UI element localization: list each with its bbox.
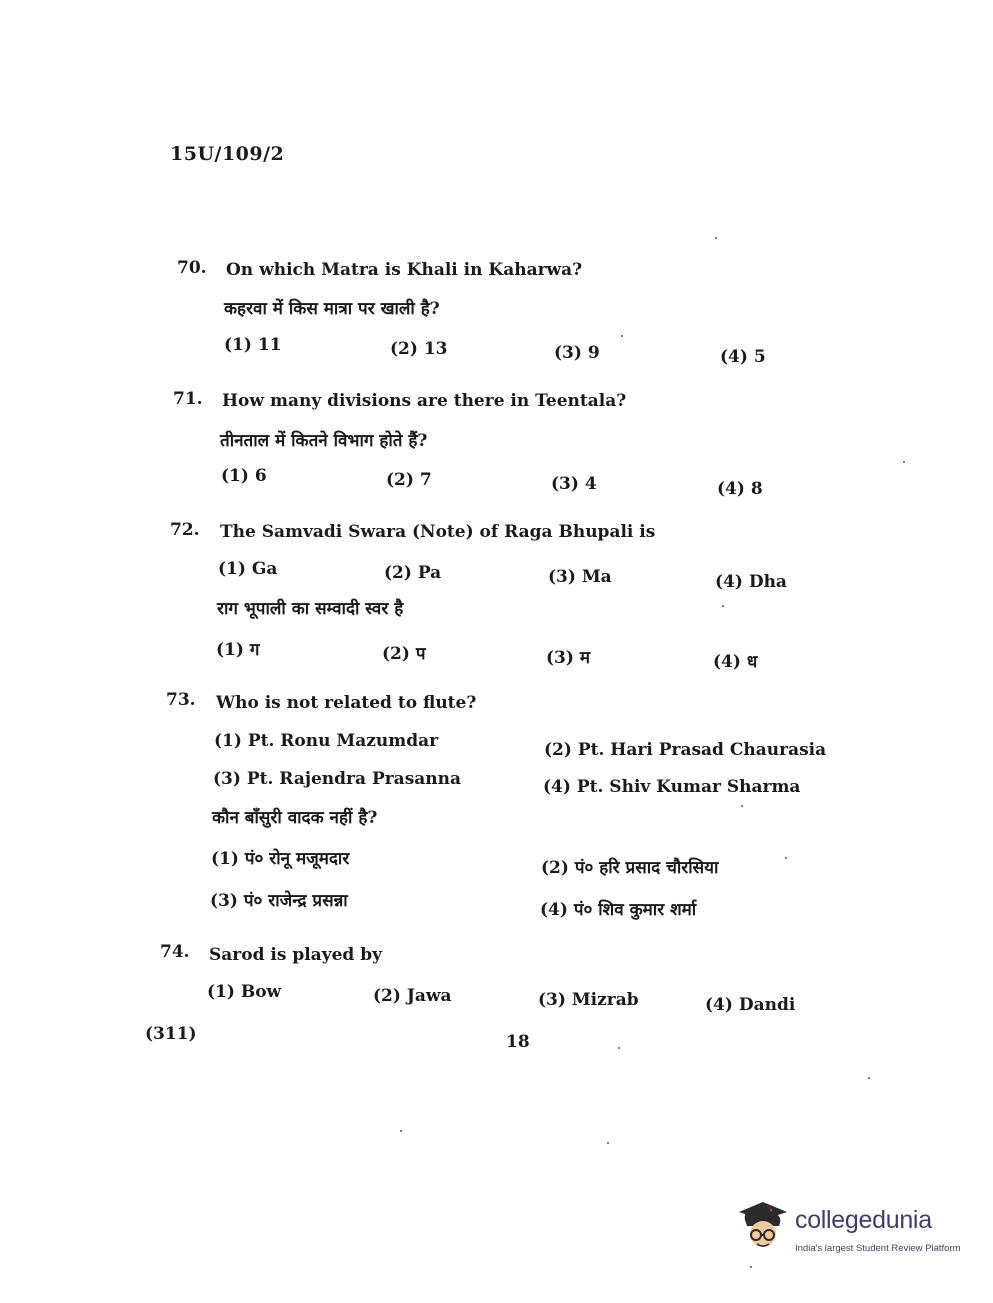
option-1-hindi: (1) पं० रोनू मजूमदार	[211, 849, 350, 869]
question-text-hindi: राग भूपाली का सम्वादी स्वर है	[217, 599, 404, 619]
paper-code: 15U/109/2	[170, 143, 285, 165]
option-2-hindi: (2) पं० हरि प्रसाद चौरसिया	[541, 858, 719, 878]
option-4-hindi: (4) ध	[713, 652, 758, 672]
question-text-hindi: तीनताल में कितने विभाग होते हैं?	[220, 431, 428, 451]
option-4: (4) Dha	[715, 572, 787, 592]
question-text-hindi: कौन बाँसुरी वादक नहीं है?	[212, 808, 378, 828]
option-3: (3) Ma	[548, 567, 612, 587]
option-1: (1) Pt. Ronu Mazumdar	[214, 731, 439, 751]
option-2-hindi: (2) प	[382, 644, 426, 664]
option-1: (1) Ga	[218, 559, 278, 579]
option-3: (3) Pt. Rajendra Prasanna	[213, 769, 462, 789]
option-4: (4) 5	[720, 347, 766, 367]
option-2: (2) 13	[390, 339, 448, 359]
brand-name: collegedunia	[795, 1206, 932, 1234]
option-4: (4) Pt. Shiv Kumar Sharma	[543, 777, 801, 797]
option-1: (1) 6	[221, 466, 267, 486]
option-4: (4) Dandi	[705, 995, 796, 1015]
page-number: 18	[506, 1032, 530, 1052]
option-4-hindi: (4) पं० शिव कुमार शर्मा	[540, 900, 697, 920]
question-text-hindi: कहरवा में किस मात्रा पर खाली है?	[224, 299, 440, 319]
question-text: On which Matra is Khali in Kaharwa?	[226, 260, 583, 280]
option-1: (1) Bow	[207, 982, 282, 1002]
question-number: 71.	[173, 389, 203, 409]
option-2: (2) Pa	[384, 563, 442, 583]
option-2: (2) Pt. Hari Prasad Chaurasia	[544, 740, 827, 760]
option-4: (4) 8	[717, 479, 763, 499]
question-text: The Samvadi Swara (Note) of Raga Bhupali is	[220, 522, 656, 542]
option-1-hindi: (1) ग	[216, 640, 260, 660]
option-3-hindi: (3) पं० राजेन्द्र प्रसन्ना	[210, 891, 348, 911]
option-1: (1) 11	[224, 335, 282, 355]
question-text: Sarod is played by	[209, 945, 382, 965]
option-3: (3) 4	[551, 474, 597, 494]
brand-tagline: India's largest Student Review Platform	[795, 1243, 961, 1254]
option-2: (2) 7	[386, 470, 432, 490]
option-3-hindi: (3) म	[546, 648, 590, 668]
question-number: 73.	[166, 690, 196, 710]
question-number: 70.	[177, 258, 207, 278]
question-text: How many divisions are there in Teentala?	[222, 391, 627, 411]
question-number: 72.	[170, 520, 200, 540]
footer-code: (311)	[145, 1024, 197, 1044]
option-3: (3) 9	[554, 343, 600, 363]
question-text: Who is not related to flute?	[216, 693, 477, 713]
question-number: 74.	[160, 942, 190, 962]
option-2: (2) Jawa	[373, 986, 452, 1006]
option-3: (3) Mizrab	[538, 990, 639, 1010]
